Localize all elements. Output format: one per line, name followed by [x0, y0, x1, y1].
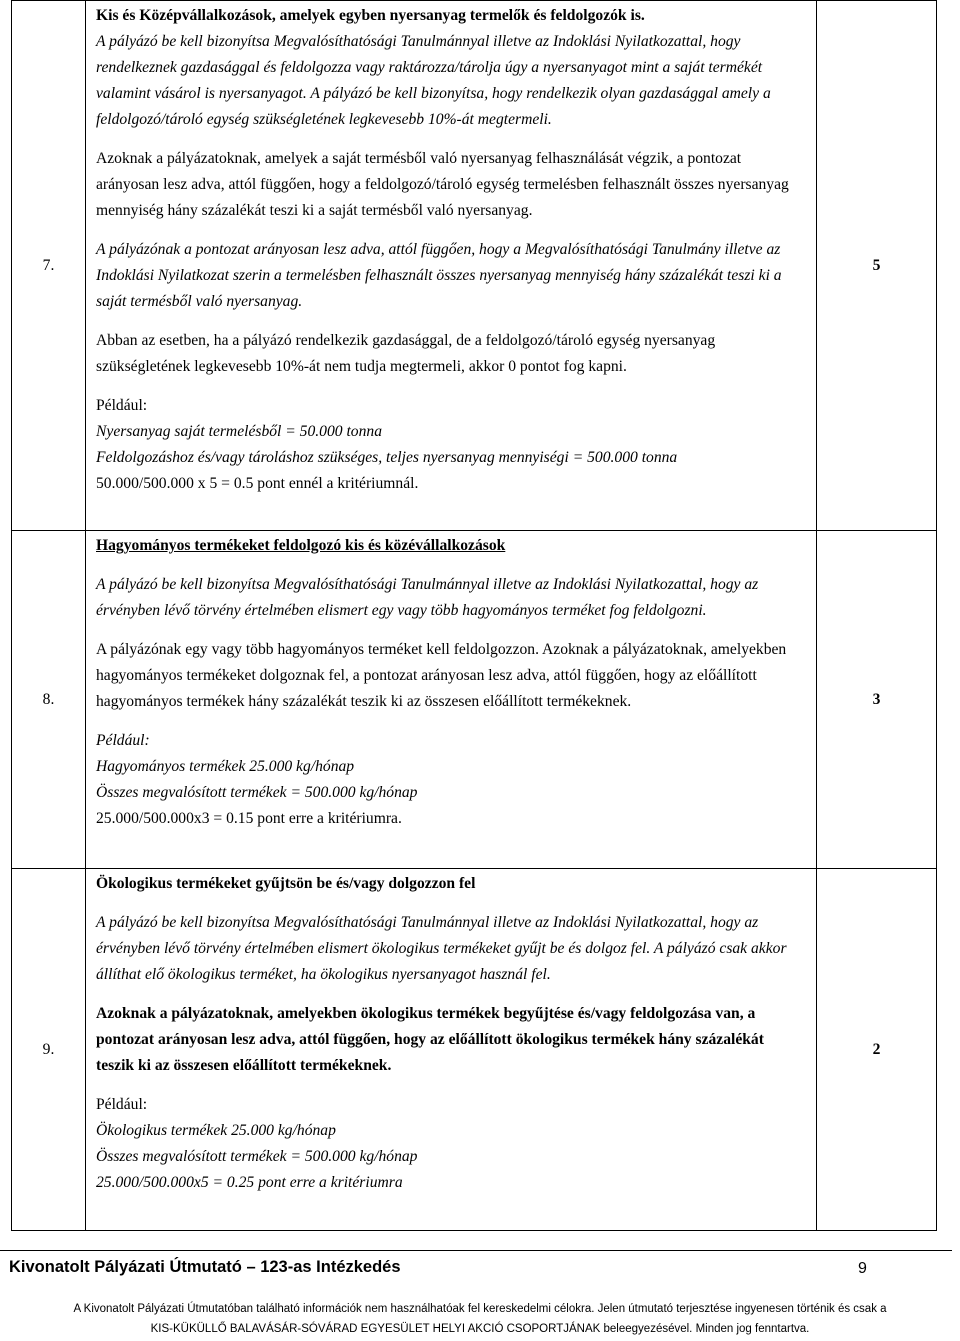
example-line: Összes megvalósított termékek = 500.000 kg/hónap	[96, 784, 418, 801]
example-label: Például:	[96, 397, 148, 414]
criteria-row-7	[12, 1, 937, 531]
example-result: 25.000/500.000x3 = 0.15 pont erre a kritériumra.	[96, 810, 402, 827]
example-result: 25.000/500.000x5 = 0.25 pont erre a kritériumra	[96, 1174, 403, 1191]
row-points: 3	[817, 531, 937, 869]
page-number: 9	[858, 1260, 867, 1277]
row-number: 9.	[12, 869, 86, 1231]
example-label: Például:	[96, 732, 150, 749]
scoring-detail-paragraph: A pályázónak a pontozat arányosan lesz adva, attól függően, hogy a Megvalósíthatósági Tanulmány illetve az Indoklási Nyilatkozat szerin a termelésben felhasznált összes nyersanyag mennyiség hány százalékát teszi ki a saját termésből való nyersanyag.	[96, 241, 782, 310]
row-heading: Ökologikus termékeket gyűjtsön be és/vagy dolgozzon fel	[96, 875, 476, 892]
row-content	[86, 1, 817, 531]
example-label: Például:	[96, 1096, 148, 1113]
row-heading: Kis és Középvállalkozások, amelyek egyben nyersanyag termelők és feldolgozók is.	[96, 7, 645, 24]
scoring-paragraph: Azoknak a pályázatoknak, amelyekben ökologikus termékek begyűjtése és/vagy feldolgozása van, a pontozat arányosan lesz adva, attól függően, hogy az előállított ökologikus termékek hány százalékát teszik ki az összesen előállított termékeknek.	[96, 1005, 764, 1074]
scoring-paragraph: Azoknak a pályázatoknak, amelyek a saját termésből való nyersanyag felhasználását végzik, a pontozat arányosan lesz adva, attól függően, hogy a feldolgozó/tároló egység termelésben felhasznált összes nyersanyag mennyiség hány százalékát teszi ki a saját termésből való nyersanyag.	[96, 150, 789, 219]
requirement-paragraph: A pályázó be kell bizonyítsa Megvalósíthatósági Tanulmánnyal illetve az Indoklási Nyilatkozattal, hogy az érvényben lévő törvény értelmében elismert ökologikus termékeket gyűjt be és dolgoz fel. A pályázó csak akkor állíthat elő ökologikus terméket, ha ökologikus nyersanyagot használ fel.	[96, 914, 787, 983]
row-heading: Hagyományos termékeket feldolgozó kis és közévállalkozások	[96, 537, 506, 554]
row-points: 5	[817, 1, 937, 531]
example-line: Összes megvalósított termékek = 500.000 kg/hónap	[96, 1148, 418, 1165]
row-number: 8.	[12, 531, 86, 869]
footer-divider	[0, 1250, 952, 1251]
criteria-row-8	[12, 531, 937, 869]
row-content	[86, 531, 817, 869]
row-number: 7.	[12, 1, 86, 531]
requirement-paragraph: A pályázó be kell bizonyítsa Megvalósíthatósági Tanulmánnyal illetve az Indoklási Nyilatkozattal, hogy az érvényben lévő törvény értelmében elismert egy vagy több hagyományos terméket fog feldolgozni.	[96, 576, 759, 619]
criteria-table	[11, 0, 937, 1231]
requirement-paragraph: A pályázó be kell bizonyítsa Megvalósíthatósági Tanulmánnyal illetve az Indoklási Nyilatkozattal, hogy rendelkeznek gazdasággal és feldolgozza vagy raktározza/tárolja úgy a nyersanyagot mint a saját termékét valamint vásárol is nyersanyagot. A pályázó be kell bizonyítsa, hogy rendelkezik olyan gazdasággal amely a feldolgozó/tároló egység szükségletének legkevesebb 10%-át megtermeli.	[96, 33, 771, 128]
example-line: Feldolgozáshoz és/vagy tároláshoz szükséges, teljes nyersanyag mennyiségi = 500.000 tonna	[96, 449, 678, 466]
scoring-paragraph: A pályázónak egy vagy több hagyományos terméket kell feldolgozzon. Azoknak a pályázatoknak, amelyekben hagyományos termékeket dolgoznak fel, a pontozat arányosan lesz adva, attól függően, hogy az előállított hagyományos termékek hány százalékát teszik ki az összesen előállított termékeknek.	[96, 641, 787, 710]
example-line: Nyersanyag saját termelésből = 50.000 tonna	[96, 423, 382, 440]
example-line: Hagyományos termékek 25.000 kg/hónap	[96, 758, 355, 775]
zero-points-paragraph: Abban az esetben, ha a pályázó rendelkezik gazdasággal, de a feldolgozó/tároló egység nyersanyag szükségletének legkevesebb 10%-át nem tudja megtermeli, akkor 0 pontot fog kapni.	[96, 332, 716, 375]
footer-note: A Kivonatolt Pályázati Útmutatóban található információk nem használhatóak fel kereskedelmi célokra. Jelen útmutató terjesztése ingyenesen történik és csak a	[73, 1303, 887, 1315]
example-result: 50.000/500.000 x 5 = 0.5 pont ennél a kritériumnál.	[96, 475, 419, 492]
row-content	[86, 869, 817, 1231]
criteria-row-9	[12, 869, 937, 1231]
row-points: 2	[817, 869, 937, 1231]
footer-note: KIS-KÜKÜLLŐ BALAVÁSÁR-SÓVÁRAD EGYESÜLET HELYI AKCIÓ CSOPORTJÁNAK beleegyezésével. Minden jog fenntartva.	[150, 1323, 810, 1335]
footer-title: Kivonatolt Pályázati Útmutató – 123-as Intézkedés	[9, 1258, 401, 1276]
example-line: Ökologikus termékek 25.000 kg/hónap	[96, 1122, 336, 1139]
